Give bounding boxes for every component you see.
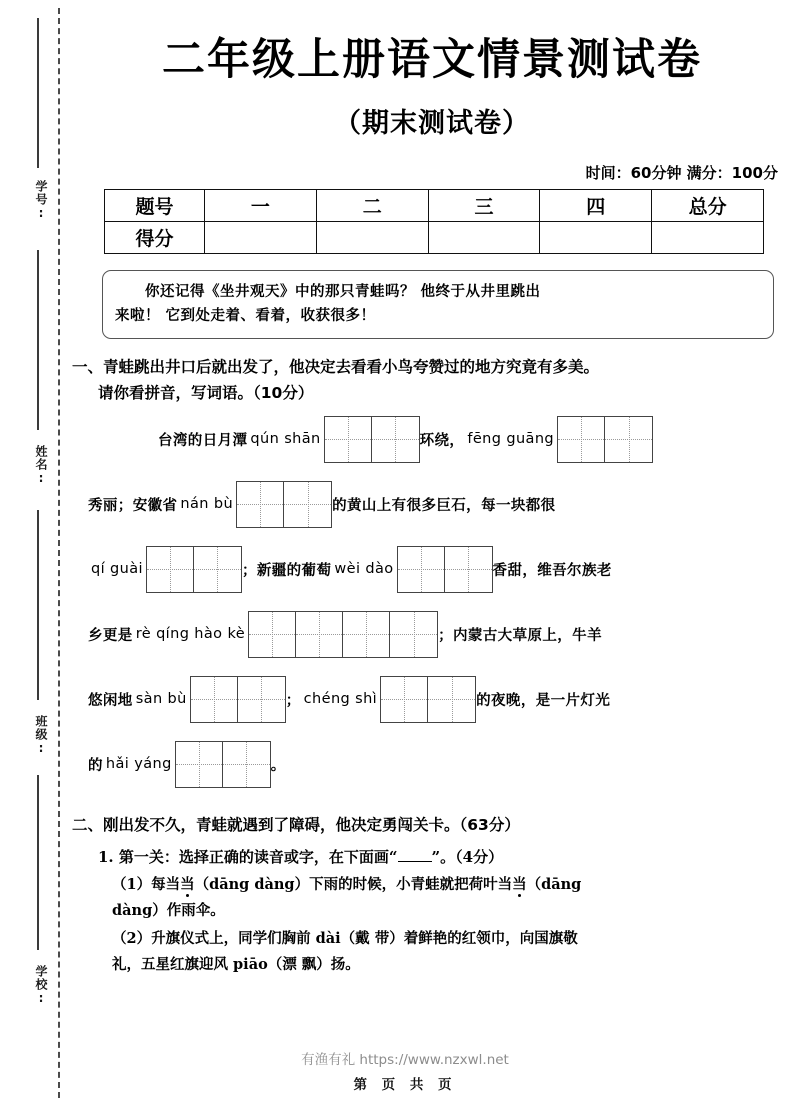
- emphasis-char-dang-1: 当: [180, 876, 195, 894]
- sentence-text: ；内蒙古大草原上，牛羊: [438, 626, 602, 644]
- pinyin-hint: qí guài: [91, 561, 143, 578]
- question-2-heading-text: 二、刚出发不久，青蛙就遇到了障碍，他决定勇闯关卡。（63分）: [72, 815, 520, 834]
- question-2-item-1: [72, 872, 792, 924]
- tianzige-cell[interactable]: [445, 547, 492, 592]
- sentence-text: 台湾的日月潭: [158, 431, 248, 449]
- pinyin-row: [72, 602, 792, 667]
- pinyin-hint: rè qíng hào kè: [135, 626, 246, 643]
- score-table-row: [105, 190, 764, 222]
- seal-line-segment: [37, 775, 39, 950]
- tianzige-cell[interactable]: [238, 677, 285, 722]
- emphasis-char-dang-2: 当: [512, 876, 527, 894]
- tianzige-cell[interactable]: [296, 612, 343, 657]
- sentence-text: 的夜晚，是一片灯光: [476, 691, 611, 709]
- question-2-sub-1: [72, 844, 792, 870]
- tianzige-cell[interactable]: [398, 547, 445, 592]
- sentence-text: 的黄山上有很多巨石，每一块都很: [332, 496, 556, 514]
- tianzige-cell[interactable]: [343, 612, 390, 657]
- tianzige-cell[interactable]: [381, 677, 428, 722]
- sentence-text: ；新疆的葡萄: [241, 561, 332, 579]
- site-watermark: 有渔有礼 https://www.nzxwl.net: [301, 1052, 509, 1068]
- item-2-line-1: （2）升旗仪式上，同学们胸前 dài（戴 带）着鲜艳的红领巾，向国旗敬: [112, 930, 578, 948]
- tianzige-answer-grid[interactable]: [557, 416, 653, 463]
- score-table-row: [105, 222, 764, 254]
- seal-label-class: 班级:: [34, 715, 48, 756]
- sentence-text: 乡更是: [88, 626, 133, 644]
- pinyin-hint: nán bù: [180, 496, 234, 513]
- tianzige-answer-grid[interactable]: [190, 676, 286, 723]
- pinyin-hint: qún shān: [250, 431, 321, 448]
- pinyin-row: [72, 472, 792, 537]
- seal-line-segment: [37, 250, 39, 430]
- intro-scenario-box: [102, 270, 774, 339]
- tianzige-cell[interactable]: [325, 417, 372, 462]
- question-1-line-2: 请你看拼音，写词语。（10分）: [98, 384, 314, 403]
- score-table-column-header: 二: [316, 190, 428, 222]
- sentence-text: 秀丽；安徽省: [88, 496, 178, 514]
- sentence-text: ；: [285, 691, 301, 709]
- pinyin-hint: fēng guāng: [467, 431, 555, 448]
- seal-label-name: 姓名:: [34, 445, 48, 486]
- score-table-column-header: 一: [205, 190, 317, 222]
- score-table-input-cell[interactable]: [205, 222, 317, 254]
- score-table-column-header: 四: [540, 190, 652, 222]
- score-table-input-cell[interactable]: [652, 222, 764, 254]
- sentence-text: 悠闲地: [88, 691, 133, 709]
- score-table-column-header: 三: [428, 190, 540, 222]
- item-1-part-a: （1）每当: [112, 876, 181, 894]
- item-1-part-b: （dāng dàng）下雨的时候，小青蛙就把荷叶当: [194, 876, 513, 894]
- score-table: [104, 189, 764, 254]
- score-table-row-header: 得分: [105, 222, 205, 254]
- tianzige-cell[interactable]: [191, 677, 238, 722]
- score-table-input-cell[interactable]: [540, 222, 652, 254]
- score-table-input-cell[interactable]: [428, 222, 540, 254]
- question-1-heading: [72, 354, 792, 407]
- pinyin-row: [72, 407, 792, 472]
- tianzige-cell[interactable]: [605, 417, 652, 462]
- sub-1-suffix: ”。（4分）: [431, 847, 504, 866]
- pinyin-hint: sàn bù: [135, 691, 187, 708]
- item-2-line-2: 礼，五星红旗迎风 piāo（漂 飘）扬。: [112, 956, 360, 974]
- page-title: 二年级上册语文情景测试卷: [162, 35, 702, 85]
- cut-dashed-line: [58, 8, 60, 1098]
- pinyin-writing-exercise: [72, 407, 792, 797]
- pinyin-hint: hǎi yáng: [105, 756, 172, 773]
- score-table-row-header: 题号: [105, 190, 205, 222]
- pinyin-row: [72, 732, 792, 797]
- tianzige-answer-grid[interactable]: [175, 741, 271, 788]
- tianzige-cell[interactable]: [284, 482, 331, 527]
- tianzige-answer-grid[interactable]: [324, 416, 420, 463]
- pinyin-hint: wèi dào: [334, 561, 394, 578]
- tianzige-cell[interactable]: [372, 417, 419, 462]
- item-1-part-c: （dāng: [526, 876, 582, 894]
- sentence-text: 的: [88, 756, 103, 774]
- item-1-line-2: dàng）作雨伞。: [112, 902, 225, 920]
- pinyin-row: [72, 537, 792, 602]
- tianzige-cell[interactable]: [223, 742, 270, 787]
- tianzige-cell[interactable]: [428, 677, 475, 722]
- score-table-input-cell[interactable]: [316, 222, 428, 254]
- page-number-footer: 第 页 共 页: [353, 1077, 457, 1093]
- tianzige-answer-grid[interactable]: [146, 546, 242, 593]
- tianzige-cell[interactable]: [558, 417, 605, 462]
- pinyin-row: [72, 667, 792, 732]
- tianzige-answer-grid[interactable]: [236, 481, 332, 528]
- tianzige-answer-grid[interactable]: [248, 611, 438, 658]
- seal-label-student-id: 学号:: [34, 180, 48, 221]
- tianzige-answer-grid[interactable]: [380, 676, 476, 723]
- tianzige-cell[interactable]: [237, 482, 284, 527]
- seal-label-school: 学校:: [34, 965, 48, 1006]
- tianzige-cell[interactable]: [390, 612, 437, 657]
- tianzige-cell[interactable]: [194, 547, 241, 592]
- exam-meta-info: 时间：60分钟 满分：100分: [585, 164, 778, 182]
- sentence-text: 。: [270, 756, 286, 774]
- tianzige-answer-grid[interactable]: [397, 546, 493, 593]
- sub-1-prefix: 1. 第一关：选择正确的读音或字，在下面画“: [98, 847, 398, 866]
- score-table-column-header: 总分: [652, 190, 764, 222]
- sentence-text: 香甜，维吾尔族老: [492, 561, 612, 579]
- question-2-item-2: [72, 926, 792, 978]
- seal-line-segment: [37, 510, 39, 700]
- page-subtitle: （期末测试卷）: [334, 108, 530, 139]
- tianzige-cell[interactable]: [147, 547, 194, 592]
- question-1-line-1: 一、青蛙跳出井口后就出发了，他决定去看看小鸟夸赞过的地方究竟有多美。: [72, 357, 600, 376]
- content-column: [72, 0, 792, 979]
- seal-line-segment: [37, 18, 39, 168]
- pinyin-hint: chéng shì: [303, 691, 378, 708]
- intro-line-1: 你还记得《坐井观天》中的那只青蛙吗？ 他终于从井里跳出: [145, 283, 541, 300]
- tianzige-cell[interactable]: [176, 742, 223, 787]
- sentence-text: 环绕，: [419, 431, 465, 449]
- question-2-heading: [72, 812, 792, 838]
- intro-line-2: 来啦！ 它到处走着、看着，收获很多！: [115, 306, 376, 324]
- tianzige-cell[interactable]: [249, 612, 296, 657]
- answer-blank[interactable]: [398, 861, 432, 862]
